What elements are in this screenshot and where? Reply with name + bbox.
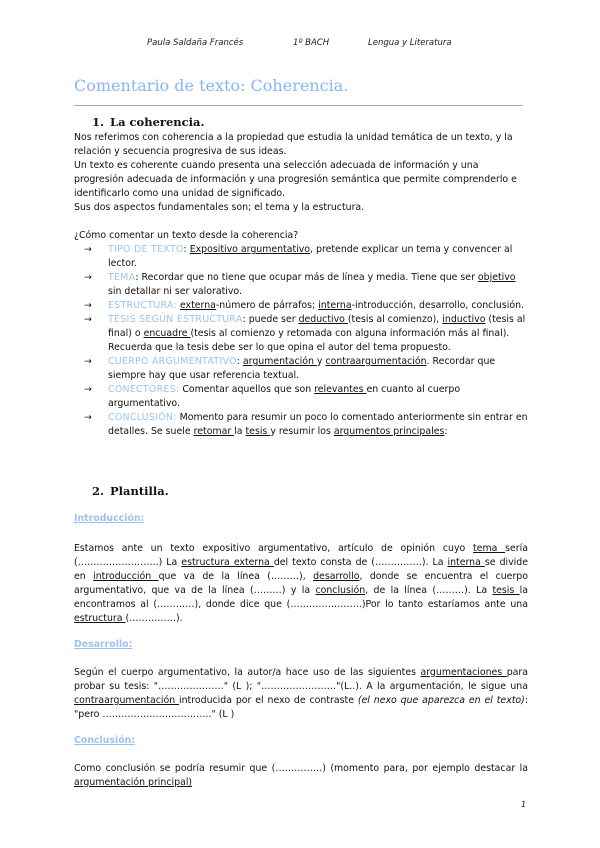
arrow-icon: → xyxy=(84,384,92,395)
underlined-term: contraargumentación xyxy=(74,695,180,706)
paragraph-aspects: Sus dos aspectos fundamentales son; el tema y la estructura. xyxy=(74,202,365,213)
underlined-term: conclusión xyxy=(315,585,366,596)
underlined-term: contraargumentación xyxy=(325,356,427,367)
underlined-term: desarrollo xyxy=(313,571,360,582)
section-plantilla xyxy=(74,484,528,790)
item-text: (tesis al final) o xyxy=(108,314,526,339)
section-coherencia xyxy=(74,115,528,439)
item-text: y resumir los xyxy=(270,426,334,437)
header-author: Paula Saldaña Francés xyxy=(147,38,244,48)
section-2-title: Plantilla. xyxy=(110,484,169,498)
item-text: : puede ser xyxy=(242,314,299,325)
item-label: TEMA xyxy=(108,272,136,283)
item-label: CUERPO ARGUMENTATIVO xyxy=(108,356,237,367)
text-run: (……………). xyxy=(125,613,183,624)
item-text: la xyxy=(234,426,246,437)
list-item xyxy=(74,411,528,439)
text-run: Según el cuerpo argumentativo, la autor/a hace uso de las siguientes xyxy=(74,667,421,678)
underlined-term: argumentación xyxy=(242,356,317,367)
underlined-term: argumentaciones xyxy=(420,667,507,678)
item-text: y xyxy=(316,356,326,367)
section-2-number: 2. xyxy=(92,484,105,498)
title-divider xyxy=(74,105,523,106)
item-text: Comentar aquellos que son xyxy=(179,384,315,395)
paragraph-coherent: Un texto es coherente cuando presenta una selección adecuada de información y una progresión adecuada de información y una progresión semántica que permite comprenderlo e identificarlo como una unidad de significado. xyxy=(74,160,517,199)
list-item xyxy=(74,299,528,313)
item-label: TIPO DE TEXTO xyxy=(108,244,184,255)
underlined-term: externa xyxy=(179,300,216,311)
text-run: para probar su tesis: "…………………" (L ); "……………………"(L..). A la argumentación, le sigue una xyxy=(74,667,528,692)
text-run: sería (……………………..) La xyxy=(74,543,528,568)
underlined-term: relevantes xyxy=(314,384,367,395)
item-text: : Recordar que no tiene que ocupar más de línea y media. Tiene que ser xyxy=(135,272,478,283)
list-item: → TIPO DE TEXTO: Expositivo argumentativo, pretende explicar un tema y convencer al lector. xyxy=(84,244,513,269)
item-text: Momento para resumir un poco lo comentado anteriormente sin entrar en detalles. Se suele xyxy=(108,412,528,437)
underlined-term: introducción xyxy=(93,571,159,582)
underlined-term: interna xyxy=(447,557,485,568)
conclusion-paragraph xyxy=(74,762,528,790)
text-run: que va de la línea (………), xyxy=(158,571,314,582)
list-item xyxy=(74,271,528,299)
item-text: en cuanto al cuerpo argumentativo. xyxy=(108,384,461,409)
document-title: Comentario de texto: Coherencia. xyxy=(74,76,349,95)
underlined-term: encuadre xyxy=(143,328,191,339)
text-run: se divide en xyxy=(74,557,528,582)
arrow-icon: → xyxy=(84,244,92,255)
underlined-term: estructura xyxy=(74,613,126,624)
header-subject: Lengua y Literatura xyxy=(368,38,452,48)
section-1-heading xyxy=(74,115,528,129)
text-run: Como conclusión se podría resumir que (……………) (momento para, por ejemplo destacar la xyxy=(74,763,528,774)
text-run: introducida por el nexo de contraste xyxy=(179,695,358,706)
item-text: -introducción, desarrollo, conclusión. xyxy=(351,300,525,311)
question-line: ¿Cómo comentar un texto desde la coherencia? xyxy=(74,230,299,241)
item-text: -número de párrafos; xyxy=(215,300,319,311)
underlined-term: tesis xyxy=(245,426,271,437)
item-text: : xyxy=(444,426,448,437)
header-course: 1º BACH xyxy=(293,38,330,48)
section-1-title: La coherencia. xyxy=(110,115,205,129)
item-text: . Recordar que siempre hay que usar referencia textual. xyxy=(108,356,496,381)
desarrollo-label: Desarrollo: xyxy=(74,639,133,650)
underlined-term: deductivo xyxy=(298,314,348,325)
intro-paragraph xyxy=(74,542,528,626)
italic-note: (el nexo que aparezca en el texto) xyxy=(357,695,525,706)
item-label: CONCLUSIÓN: xyxy=(108,412,177,423)
underlined-term: argumentación principal) xyxy=(74,777,193,788)
text-run: : "pero …………………………….." (L ) xyxy=(74,695,528,720)
conclusion-label: Conclusión: xyxy=(74,735,136,746)
item-label: CONECTORES: xyxy=(108,384,180,395)
arrow-icon: → xyxy=(84,356,92,367)
list-item xyxy=(74,383,528,411)
paragraph-definition: Nos referimos con coherencia a la propiedad que estudia la unidad temática de un texto, y la relación y secuencia progresiva de sus ideas. xyxy=(74,132,513,157)
arrow-icon: → xyxy=(84,272,92,283)
text-run: , donde se encuentra el cuerpo argumentativo, que va de la línea (………) y la xyxy=(74,571,528,596)
underlined-term: estructura externa xyxy=(181,557,274,568)
coherence-checklist xyxy=(74,243,528,439)
underlined-term: interna xyxy=(318,300,352,311)
item-text: sin detallar ni ser valorativo. xyxy=(108,286,242,297)
list-item xyxy=(74,355,528,383)
underlined-term: tesis xyxy=(492,585,520,596)
item-text: (tesis al comienzo y retomada con alguna información más al final). Recuerda que la tesis debe ser lo que opina el autor del tema propuesto. xyxy=(108,328,510,353)
underlined-term: tema xyxy=(473,543,506,554)
item-text: , pretende explicar un tema y convencer al lector. xyxy=(108,244,513,269)
intro-label: Introducción: xyxy=(74,513,145,524)
text-run: Estamos ante un texto expositivo argumentativo, artículo de opinión cuyo xyxy=(74,543,474,554)
underlined-term: inductivo xyxy=(442,314,486,325)
arrow-icon: → xyxy=(84,412,92,423)
item-text: (tesis al comienzo), xyxy=(347,314,443,325)
text-run: , de la línea (………). La xyxy=(365,585,493,596)
list-item xyxy=(74,313,528,355)
section-1-number: 1. xyxy=(92,115,105,129)
text-run: la encontramos al (…………), donde dice que (…………………..)Por lo tanto estaríamos ante una xyxy=(74,585,528,610)
item-label: ESTRUCTURA: xyxy=(108,300,177,311)
underlined-term: Expositivo argumentativo xyxy=(189,244,311,255)
item-text: : xyxy=(236,356,243,367)
desarrollo-paragraph xyxy=(74,666,528,722)
underlined-term: retomar xyxy=(193,426,235,437)
arrow-icon: → xyxy=(84,314,92,325)
page-number: 1 xyxy=(521,800,527,809)
underlined-term: objetivo xyxy=(477,272,516,283)
text-run: del texto consta de (……………). La xyxy=(273,557,448,568)
section-2-heading xyxy=(74,484,528,498)
underlined-term: argumentos principales xyxy=(333,426,445,437)
item-label: TESIS SEGÚN ESTRUCTURA xyxy=(108,314,243,325)
arrow-icon: → xyxy=(84,300,92,311)
